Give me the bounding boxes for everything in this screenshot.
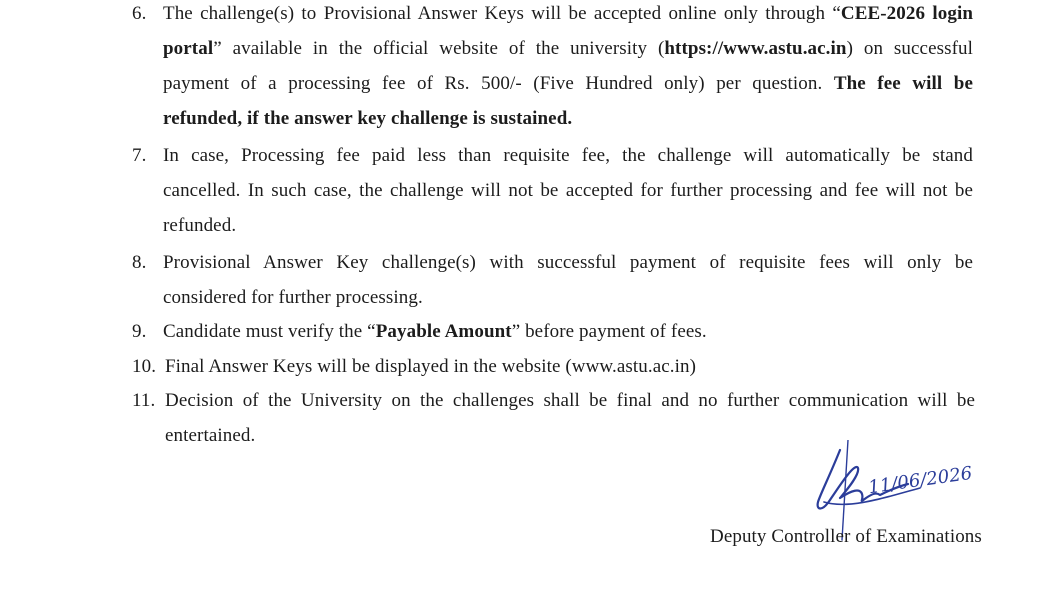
text-segment: The challenge(s) to Provisional Answer Keys will be accepted online only through “ xyxy=(163,3,841,24)
text-segment: considered for further processing. xyxy=(163,287,423,308)
text-segment: Candidate must verify the “ xyxy=(163,321,376,342)
item-number: 7. xyxy=(132,145,147,166)
text-segment: cancelled. In such case, the challenge will not be accepted for further processing and fee will not be xyxy=(163,180,973,201)
signer-title: Deputy Controller of Examinations xyxy=(710,526,982,547)
text-segment: ” before payment of fees. xyxy=(511,321,707,342)
item-10-line xyxy=(165,356,696,378)
item-11-line xyxy=(165,425,255,447)
item-8-line xyxy=(163,287,423,309)
text-segment: refunded. xyxy=(163,215,237,236)
item-7-line xyxy=(163,215,236,237)
item-6-line xyxy=(163,73,973,95)
item-number: 9. xyxy=(132,321,147,342)
item-number: 10. xyxy=(132,356,157,377)
signature-date: 11/06/2026 xyxy=(867,462,974,499)
text-segment: ” available in the official website of the university ( xyxy=(213,38,665,59)
item-11-line xyxy=(165,390,975,412)
item-9-line xyxy=(163,321,707,343)
item-6-line xyxy=(163,38,973,60)
text-segment: entertained. xyxy=(165,425,256,446)
bold-text: Payable Amount xyxy=(375,321,512,342)
bold-text: refunded, if the answer key challenge is sustained. xyxy=(163,108,573,129)
item-6-line xyxy=(163,108,572,130)
item-7-line xyxy=(163,145,973,167)
bold-text: The fee will be xyxy=(833,73,973,94)
text-segment: In case, Processing fee paid less than requisite fee, the challenge will automatically be stand xyxy=(163,145,973,166)
item-number: 6. xyxy=(132,3,147,24)
item-7-line xyxy=(163,180,973,202)
bold-text: portal xyxy=(163,38,214,59)
bold-text: CEE-2026 login xyxy=(840,3,973,24)
text-segment: payment of a processing fee of Rs. 500/- (Five Hundred only) per question. xyxy=(163,73,834,94)
item-6-line xyxy=(163,3,973,25)
item-number: 8. xyxy=(132,252,147,273)
item-number: 11. xyxy=(132,390,156,411)
text-segment: ) on successful xyxy=(846,38,973,59)
text-segment: Provisional Answer Key challenge(s) with successful payment of requisite fees will only be xyxy=(163,252,973,273)
item-8-line xyxy=(163,252,973,274)
text-segment: Final Answer Keys will be displayed in the website (www.astu.ac.in) xyxy=(165,356,697,377)
bold-text: https://www.astu.ac.in xyxy=(664,38,847,59)
text-segment: Decision of the University on the challenges shall be final and no further communication will be xyxy=(165,390,975,411)
